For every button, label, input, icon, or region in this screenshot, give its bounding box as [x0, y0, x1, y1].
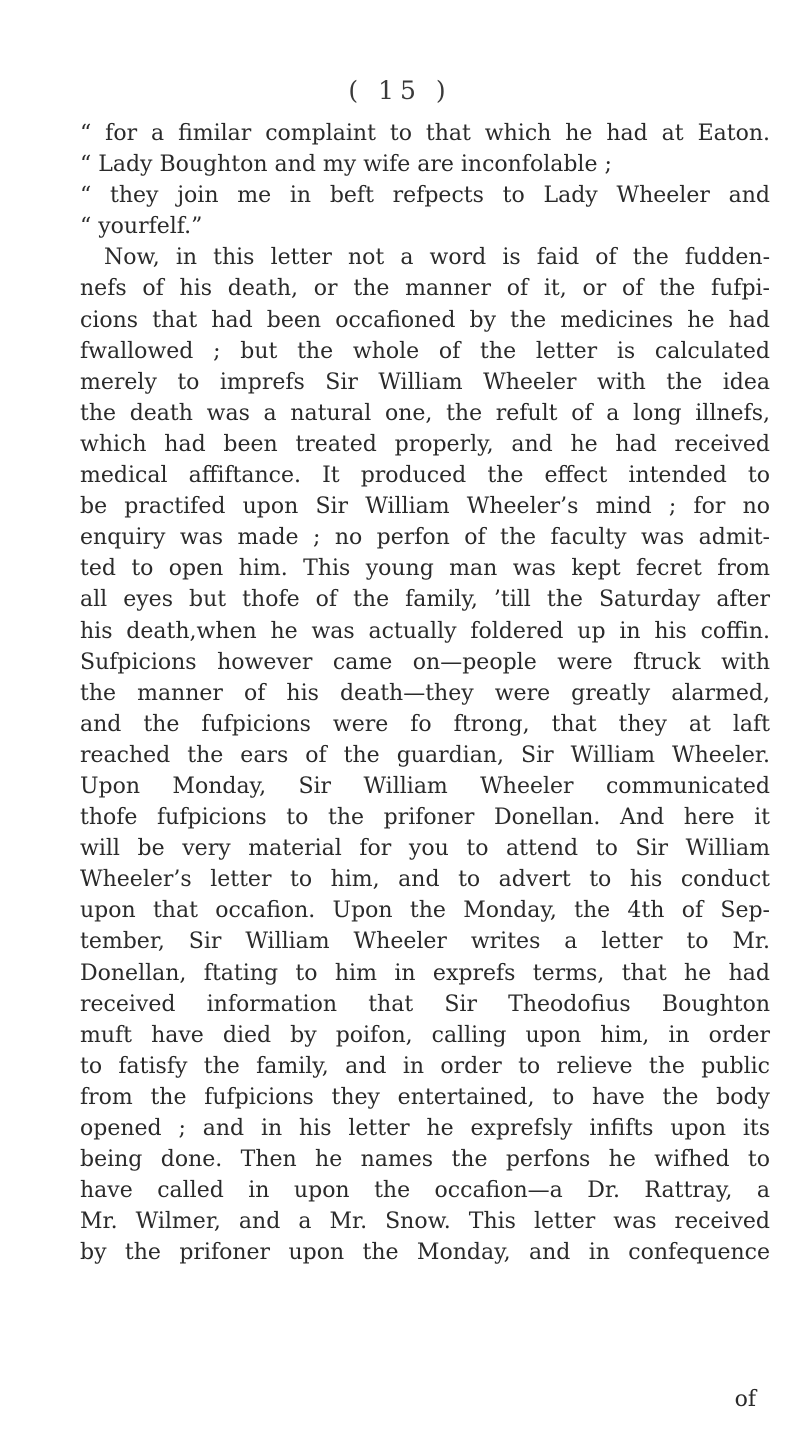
catchword: of	[734, 1387, 756, 1412]
text-line: Upon Monday, Sir William Wheeler communicated	[80, 773, 770, 799]
text-line: all eyes but thofe of the family, ’till the Saturday after	[80, 587, 770, 613]
text-line: thofe fufpicions to the prifoner Donellan. And here it	[80, 805, 770, 831]
text-line: which had been treated properly, and he had received	[80, 431, 770, 457]
text-line: Wheeler’s letter to him, and to advert to his conduct	[80, 867, 770, 893]
text-line: opened ; and in his letter he exprefsly infifts upon its	[80, 1116, 770, 1141]
text-line: muft have died by poifon, calling upon him, in order	[80, 1022, 770, 1048]
text-line: reached the ears of the guardian, Sir William Wheeler.	[80, 742, 770, 768]
text-line: the manner of his death—they were greatly alarmed,	[80, 680, 770, 706]
body-text	[80, 118, 770, 1268]
text-line: received information that Sir Theodofius Boughton	[80, 991, 770, 1017]
text-line: Sufpicions however came on—people were ftruck with	[80, 649, 770, 675]
text-line: nefs of his death, or the manner of it, or of the fufpi-	[80, 276, 770, 302]
text-line: medical affiftance. It produced the effect intended to	[80, 463, 770, 489]
text-line: his death,when he was actually foldered up in his coffin.	[80, 618, 770, 644]
text-line: will be very material for you to attend to Sir William	[80, 836, 770, 862]
text-line: Now, in this letter not a word is faid of the fudden-	[104, 245, 770, 271]
text-line: “ Lady Boughton and my wife are inconfolable ;	[80, 152, 612, 178]
text-line: fwallowed ; but the whole of the letter is calculated	[80, 338, 770, 364]
text-line: cions that had been occafioned by the medicines he had	[80, 307, 770, 333]
text-line: enquiry was made ; no perfon of the faculty was admit-	[80, 525, 770, 551]
text-line: to fatisfy the family, and in order to relieve the public	[80, 1053, 770, 1079]
text-line: Donellan, ftating to him in exprefs terms, that he had	[80, 960, 770, 986]
text-line: being done. Then he names the perfons he wifhed to	[80, 1147, 770, 1173]
text-line: the death was a natural one, the refult of a long illnefs,	[80, 400, 770, 426]
text-line: upon that occafion. Upon the Monday, the 4th of Sep-	[80, 898, 770, 924]
text-line: merely to imprefs Sir William Wheeler with the idea	[80, 369, 770, 395]
text-line: Mr. Wilmer, and a Mr. Snow. This letter was received	[80, 1209, 770, 1235]
text-line: tember, Sir William Wheeler writes a letter to Mr.	[80, 929, 770, 955]
text-line: be practifed upon Sir William Wheeler’s mind ; for no	[80, 494, 770, 520]
text-line: and the fufpicions were fo ftrong, that they at laft	[80, 711, 770, 737]
text-line: from the fufpicions they entertained, to have the body	[80, 1084, 770, 1110]
text-line: “ for a fimilar complaint to that which he had at Eaton.	[80, 121, 770, 146]
text-line: ted to open him. This young man was kept fecret from	[80, 556, 770, 582]
page-number: ( 15 )	[348, 76, 452, 105]
text-line: by the prifoner upon the Monday, and in confequence	[80, 1240, 770, 1266]
text-line: “ they join me in beft refpects to Lady Wheeler and	[80, 183, 770, 209]
text-line: have called in upon the occafion—a Dr. Rattray, a	[80, 1178, 770, 1204]
text-line: “ yourfelf.”	[80, 214, 203, 240]
